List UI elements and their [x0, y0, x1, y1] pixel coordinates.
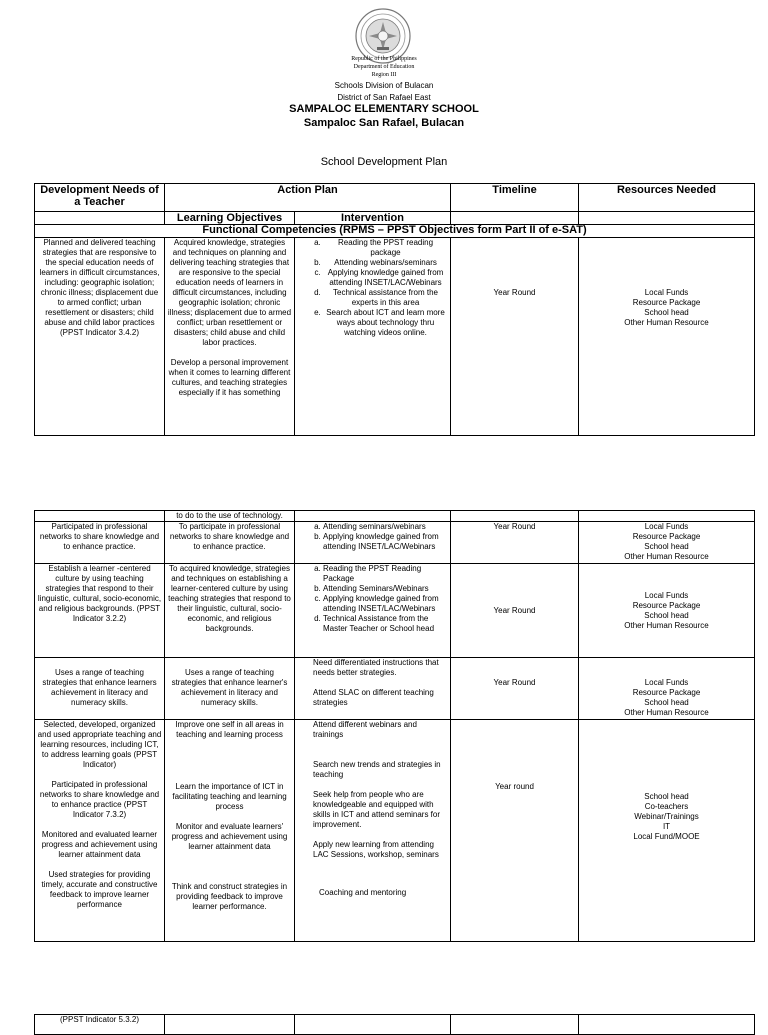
objective-text: Think and construct strategies in providing feedback to improve learner performance.	[171, 882, 288, 911]
need-text: Monitored and evaluated learner progress and achievement using learner attainment data	[41, 830, 158, 859]
school-name: SAMPALOC ELEMENTARY SCHOOL	[289, 103, 479, 115]
resource-item: Local Funds	[644, 590, 689, 600]
resource-item: IT	[662, 822, 671, 831]
resources-cell	[579, 564, 755, 658]
republic-line: Republic of the Philippines	[351, 56, 417, 62]
resource-item: Resource Package	[632, 688, 701, 697]
need-cell: Planned and delivered teaching strategies that are responsive to the special education needs of learners in difficult circumstances, including: geographic isolation; chronic illness; displacement due to armed conflict; urban resettlement or disasters; child abuse and child labor practices (PPST Indicator 3.4.2)	[35, 238, 165, 436]
department-line: Department of Education	[353, 64, 415, 70]
plan-table-page2	[34, 510, 755, 942]
table-row	[35, 720, 755, 942]
subhead-learning-objectives: Learning Objectives	[165, 212, 295, 225]
resource-item: School head	[644, 542, 689, 551]
objective-cell: To acquired knowledge, strategies and techniques on establishing a learner-centered culture by using teaching strategies that respond to their linguistic, cultural, socio-economic, and religious backgrounds.	[165, 564, 295, 658]
need-cell: Establish a learner -centered culture by using teaching strategies that respond to their linguistic, cultural, socio-economic, and religious backgrounds. (PPST Indicator 3.2.2)	[35, 564, 165, 658]
objective-text: Monitor and evaluate learners' progress and achievement using learner attainment data	[171, 822, 288, 851]
resource-item: School head	[644, 792, 689, 801]
intervention-text: Attend different webinars and trainings	[313, 720, 417, 739]
resource-item: Webinar/Trainings	[634, 812, 699, 821]
resource-item: School head	[644, 698, 689, 707]
continuation-cell: (PPST Indicator 5.3.2)	[35, 1015, 165, 1035]
resources-cell	[579, 720, 755, 942]
intervention-text: Apply new learning from attending LAC Sessions, workshop, seminars	[313, 840, 439, 859]
resource-item: School head	[644, 610, 689, 620]
continuation-cell: to do to the use of technology.	[165, 511, 295, 522]
intervention-item: c. Applying knowledge gained from attending INSET/LAC/Webinars	[323, 268, 448, 288]
resource-item: Local Fund/MOOE	[633, 832, 700, 841]
intervention-cell	[295, 658, 451, 720]
intervention-text: Seek help from people who are knowledgeable and equipped with skills in ICT and attend seminars for improvement.	[313, 790, 441, 829]
region-line: Region III	[371, 72, 397, 78]
document-title: School Development Plan	[320, 156, 448, 168]
resource-item: Other Human Resource	[624, 708, 709, 717]
intervention-text: Attend SLAC on different teaching strategies	[313, 688, 434, 707]
objective-cell	[165, 720, 295, 942]
col-head-needs: Development Needs of a Teacher	[35, 184, 165, 212]
table-row	[35, 522, 755, 564]
resource-item: Other Human Resource	[624, 620, 709, 630]
intervention-item: d. Technical Assistance from the Master Teacher or School head	[323, 614, 448, 634]
resource-item: School head	[644, 308, 689, 317]
table-row	[35, 238, 755, 436]
timeline-cell: Year Round	[451, 564, 579, 658]
table-row	[35, 564, 755, 658]
intervention-cell	[295, 564, 451, 658]
need-cell: Participated in professional networks to share knowledge and to enhance practice.	[35, 522, 165, 564]
timeline-cell: Year Round	[451, 522, 579, 564]
intervention-item: c. Applying knowledge gained from attending INSET/LAC/Webinars	[323, 594, 448, 614]
intervention-cell	[295, 238, 451, 436]
resource-item: Other Human Resource	[624, 552, 709, 561]
intervention-cell	[295, 522, 451, 564]
need-text: Participated in professional networks to share knowledge and to enhance practice (PPST Indicator 7.3.2)	[39, 780, 160, 819]
timeline-cell: Year Round	[451, 238, 579, 436]
subhead-intervention: Intervention	[295, 212, 451, 225]
intervention-item: a. Reading the PPST Reading Package	[323, 564, 448, 584]
timeline-cell: Year Round	[451, 658, 579, 720]
objective-cell: To participate in professional networks to share knowledge and to enhance practice.	[165, 522, 295, 564]
objective-text: Acquired knowledge, strategies and techniques on planning and delivering teaching strategies that are responsive to the special education needs of learners in difficult circumstances, including geographic isolation; chronic illness; displacement due to armed conflict; urban resettlement or disasters; child abuse and child labor practices.	[167, 238, 292, 347]
intervention-item: a. Attending seminars/webinars	[323, 522, 448, 532]
objective-text: Develop a personal improvement when it comes to learning different cultures, and teaching strategies especially if it has something	[168, 358, 291, 397]
school-address: Sampaloc San Rafael, Bulacan	[303, 117, 465, 129]
need-text: Used strategies for providing timely, accurate and constructive feedback to improve learner performance	[41, 870, 158, 909]
col-head-resources: Resources Needed	[579, 184, 755, 212]
functional-competencies-band: Functional Competencies (RPMS – PPST Objectives form Part II of e-SAT)	[35, 225, 755, 238]
resource-item: Resource Package	[632, 532, 701, 541]
intervention-text: Coaching and mentoring	[319, 888, 407, 897]
resource-item: Co-teachers	[644, 802, 689, 811]
col-head-action-plan: Action Plan	[165, 184, 451, 212]
division-line: Schools Division of Bulacan	[334, 81, 434, 90]
plan-table-page3	[34, 1014, 755, 1035]
resource-item: Local Funds	[644, 288, 689, 297]
resources-cell	[579, 658, 755, 720]
objective-cell	[165, 238, 295, 436]
timeline-cell: Year round	[451, 720, 579, 942]
need-cell	[35, 720, 165, 942]
resource-item: Local Funds	[644, 522, 689, 531]
resource-item: Local Funds	[644, 678, 689, 687]
intervention-item: a. Reading the PPST reading package	[323, 238, 448, 258]
intervention-item: b. Attending Seminars/Webinars	[323, 584, 448, 594]
intervention-item: b. Attending webinars/seminars	[323, 258, 448, 268]
intervention-item: e. Search about ICT and learn more ways about technology thru watching videos online.	[323, 308, 448, 338]
intervention-text: Search new trends and strategies in teaching	[313, 760, 441, 779]
resource-item: Other Human Resource	[624, 318, 709, 327]
objective-cell: Uses a range of teaching strategies that enhance learner's achievement in literacy and numeracy skills.	[165, 658, 295, 720]
objective-text: Learn the importance of ICT in facilitating teaching and learning process	[172, 782, 287, 811]
district-line: District of San Rafael East	[337, 93, 431, 102]
resource-item: Resource Package	[632, 298, 701, 307]
intervention-item: b. Applying knowledge gained from attending INSET/LAC/Webinars	[323, 532, 448, 552]
resources-cell	[579, 238, 755, 436]
plan-table-page1	[34, 183, 755, 436]
need-text: Selected, developed, organized and used appropriate teaching and learning resources, including ICT, to address learning goals (PPST Indicator)	[37, 720, 162, 769]
need-cell: Uses a range of teaching strategies that enhance learners achievement in literacy and numeracy skills.	[35, 658, 165, 720]
intervention-item: d. Technical assistance from the experts in this area	[323, 288, 448, 308]
resource-item: Resource Package	[632, 600, 701, 610]
col-head-timeline: Timeline	[451, 184, 579, 212]
table-row	[35, 658, 755, 720]
resources-cell	[579, 522, 755, 564]
intervention-text: Need differentiated instructions that needs better strategies.	[313, 658, 439, 677]
objective-text: Improve one self in all areas in teaching and learning process	[175, 720, 284, 739]
intervention-cell	[295, 720, 451, 942]
